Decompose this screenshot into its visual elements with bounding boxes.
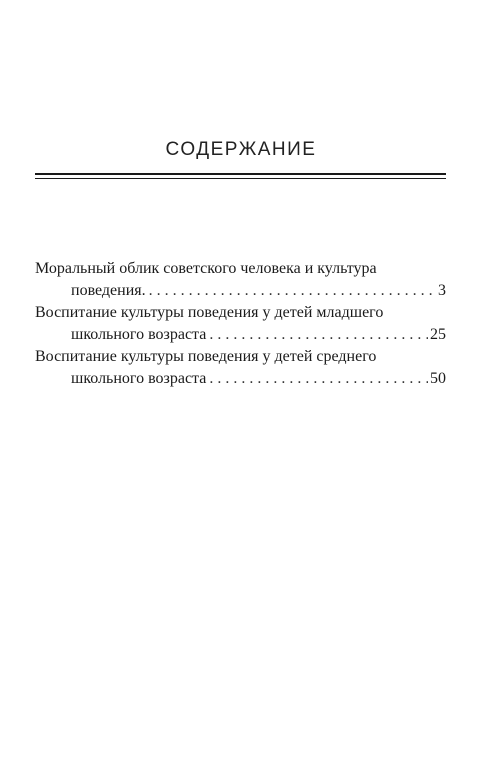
- toc-entry-title: Моральный облик советского человека и культура: [35, 260, 377, 277]
- toc-entry-title-continued: школьного возраста: [71, 326, 207, 343]
- toc-entry[interactable]: [35, 302, 446, 346]
- toc-entry-title-continued: школьного возраста: [71, 370, 207, 387]
- toc-list: [35, 258, 446, 390]
- toc-heading: СОДЕРЖАНИЕ: [165, 139, 317, 160]
- dot-leader: [149, 280, 436, 302]
- toc-entry-continuation: [35, 324, 446, 346]
- heading-rule-thin: [35, 178, 446, 179]
- toc-entry-continuation: [35, 280, 446, 302]
- heading-rule-thick: [35, 173, 446, 175]
- dot-leader: [209, 368, 428, 390]
- toc-entry-title-continued: поведения.: [71, 282, 146, 299]
- toc-entry[interactable]: [35, 346, 446, 390]
- toc-page-number: 50: [430, 370, 446, 387]
- toc-entry[interactable]: [35, 258, 446, 302]
- toc-entry-title: Воспитание культуры поведения у детей среднего: [35, 348, 377, 365]
- toc-entry-title: Воспитание культуры поведения у детей младшего: [35, 304, 384, 321]
- toc-entry-continuation: [35, 368, 446, 390]
- dot-leader: [209, 324, 428, 346]
- toc-page-number: 25: [430, 326, 446, 343]
- toc-page-number: 3: [438, 282, 446, 299]
